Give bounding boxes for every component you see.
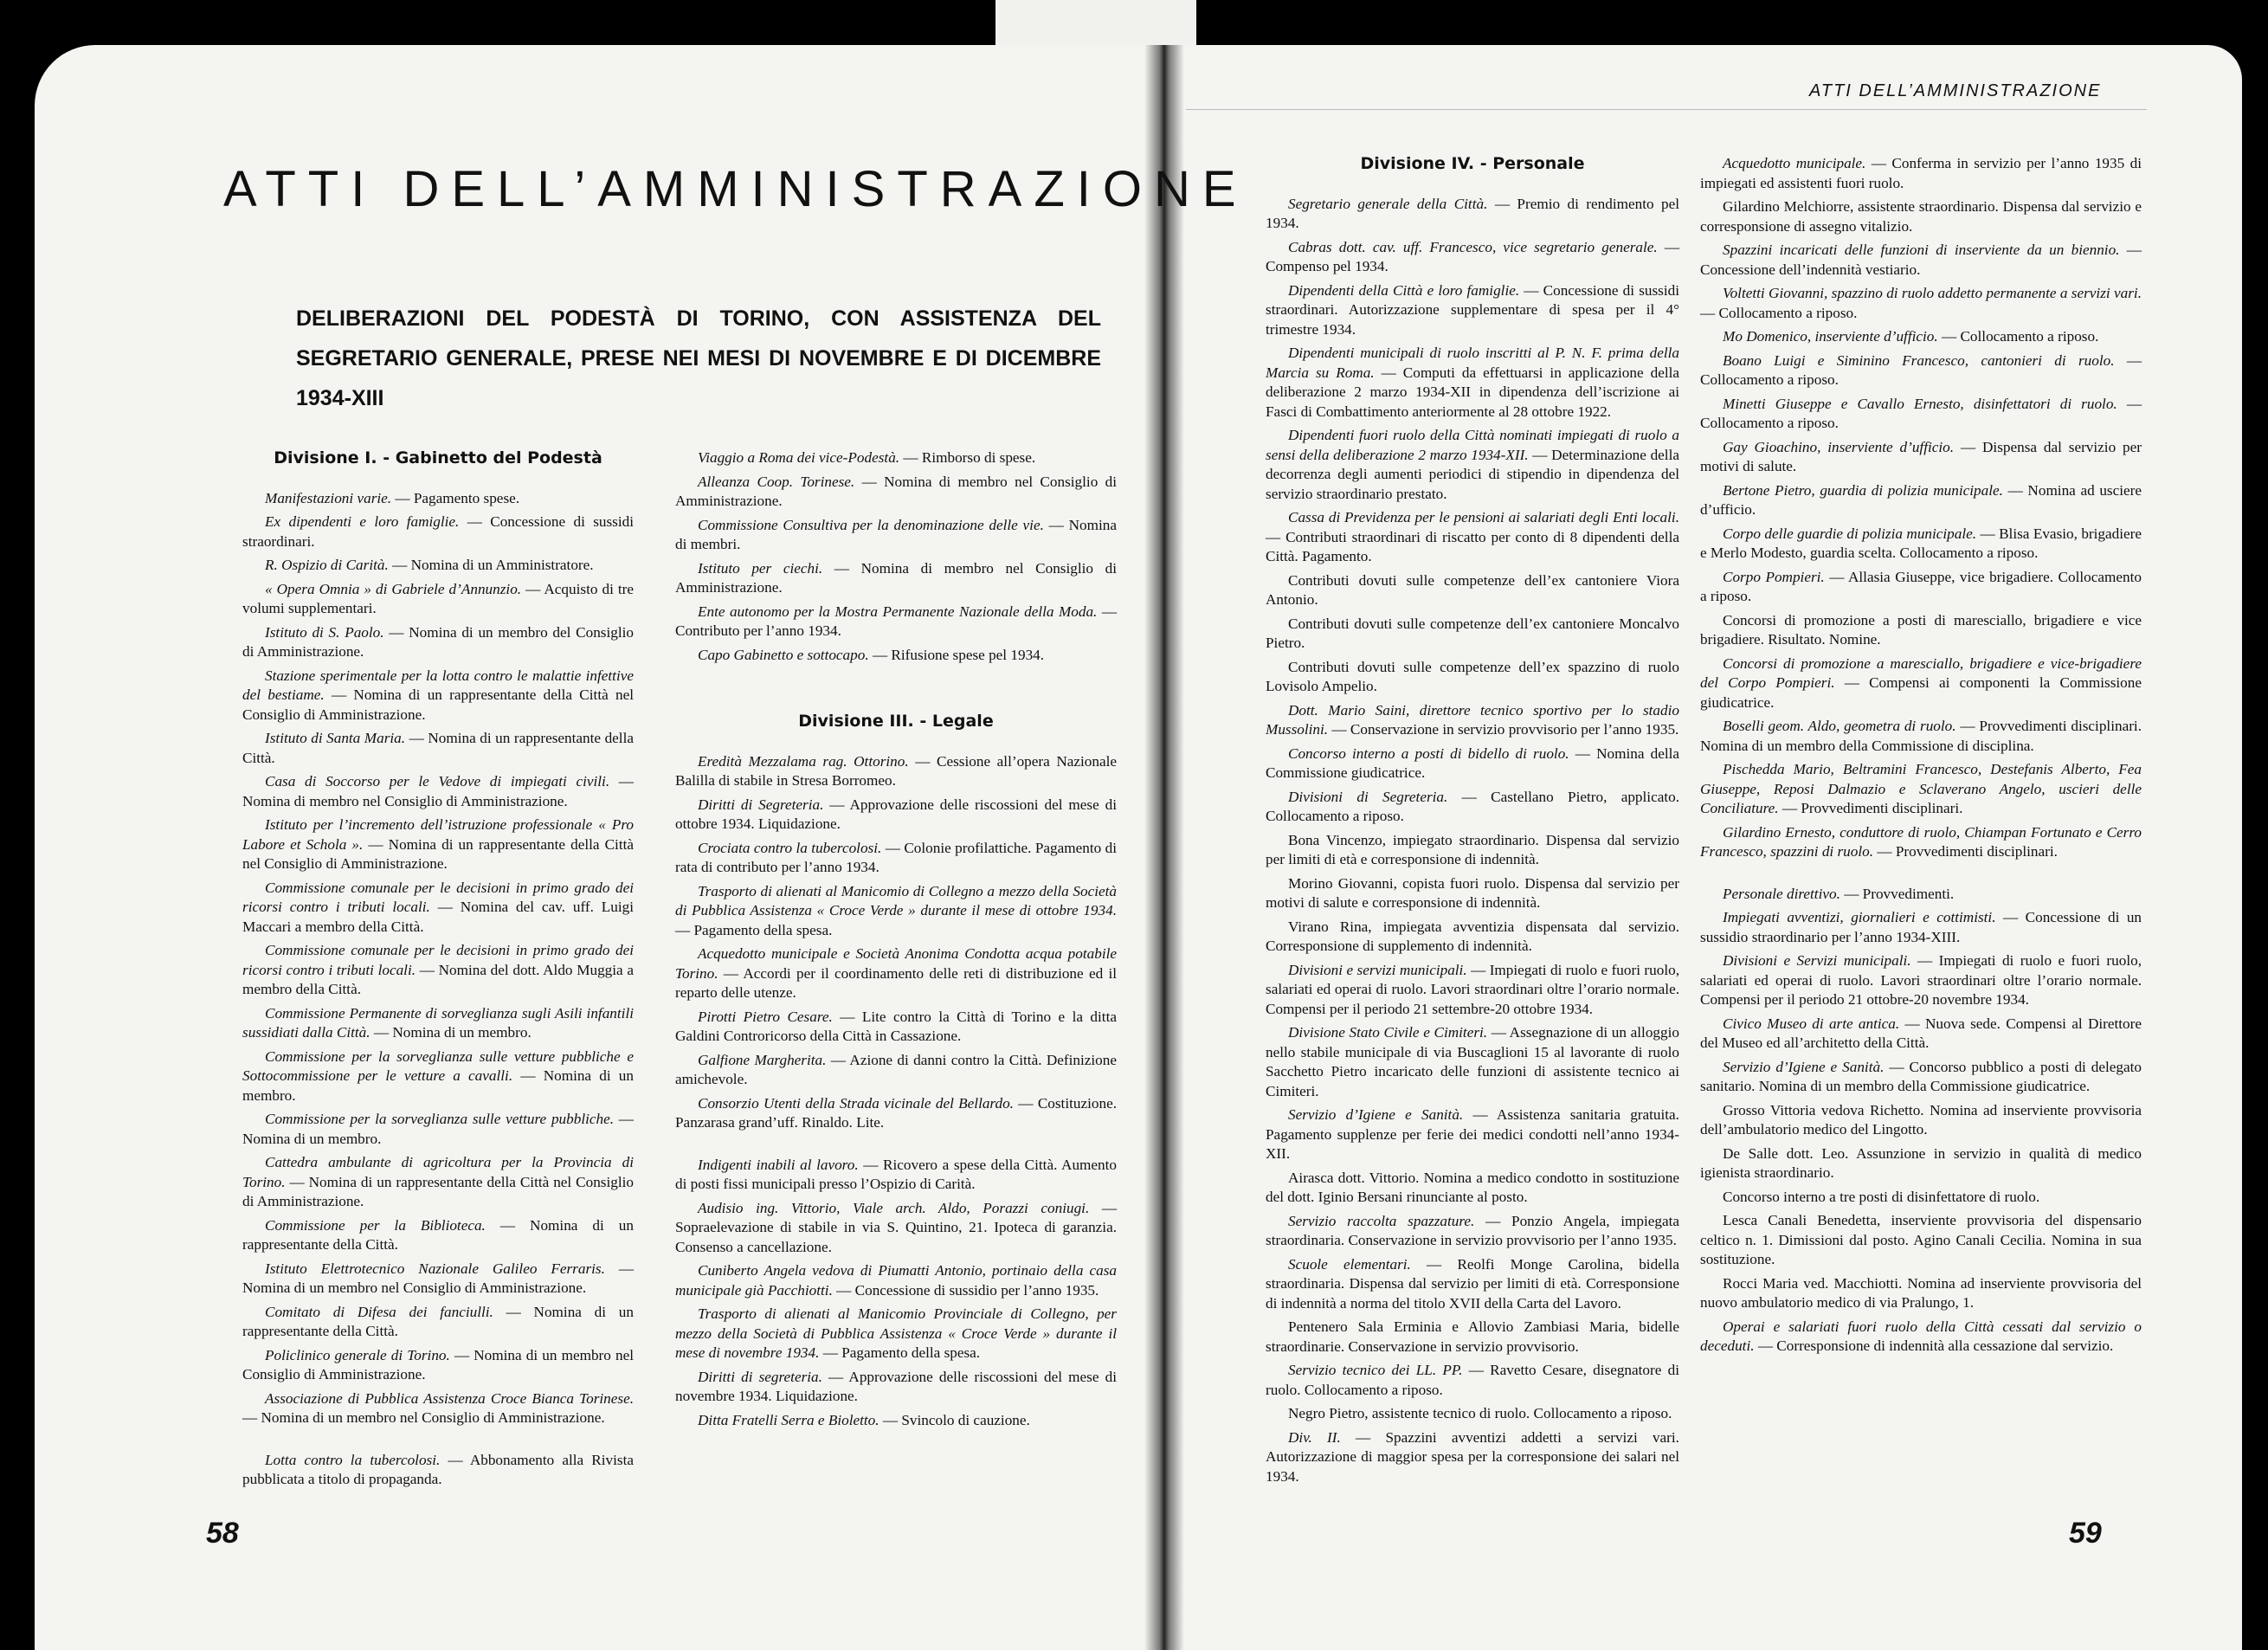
entry-text: — Impiegati di ruolo e fuori ruolo, salariati ed operai di ruolo. Lavori straordinari oltre l’orario normale. Compensi per il periodo 21 settembre-20 ottobre 1934.: [1266, 961, 1679, 1017]
entry-text: — Nomina di membro nel Consiglio di Amministrazione.: [242, 773, 634, 809]
entry-title: Commissione per la sorveglianza sulle vetture pubbliche e Sottocommissione per le vetture a cavalli.: [242, 1047, 634, 1084]
entry-text: — Costituzione. Panzarasa grand’uff. Rinaldo. Lite.: [675, 1094, 1117, 1131]
entry: [1700, 327, 2142, 347]
entry-title: Dipendenti fuori ruolo della Città nominati impiegati di ruolo a sensi della deliberazione 2 marzo 1934-XII.: [1266, 427, 1679, 463]
entry-title: Trasporto di alienati al Manicomio di Collegno a mezzo della Società di Pubblica Assistenza « Croce Verde » durante il mese di ottobre 1934.: [675, 882, 1117, 918]
entry-text: — Assistenza sanitaria gratuita. Pagamento supplenze per ferie dei medici condotti nell’anno 1934-XII.: [1266, 1106, 1679, 1162]
entry-title: Diritti di Segreteria.: [698, 796, 824, 813]
section-heading: Divisione I. - Gabinetto del Podestà: [274, 448, 602, 467]
entry-text: — Sopraelevazione di stabile in via S. Quintino, 21. Ipoteca di garanzia. Consenso a cancellazione.: [675, 1199, 1118, 1255]
entry: [242, 667, 634, 725]
entry: [1700, 717, 2142, 756]
entry-text: — Ravetto Cesare, disegnatore di ruolo. Collocamento a riposo.: [1266, 1362, 1679, 1398]
entry: [675, 1008, 1117, 1047]
entry-title: Servizio d’Igiene e Sanità.: [1288, 1106, 1464, 1123]
entry: [1700, 1144, 2142, 1183]
entry-title: Servizio d’Igiene e Sanità.: [1723, 1058, 1885, 1075]
entry-text: — Acquisto di tre volumi supplementari.: [242, 580, 635, 616]
entry-text: — Nomina di un Amministratore.: [388, 557, 594, 573]
entry-title: Commissione comunale per le decisioni in primo grado dei ricorsi contro i tributi locali.: [242, 942, 634, 978]
entry: [1266, 426, 1679, 504]
entry-text: Grosso Vittoria vedova Richetto. Nomina ad inserviente provvisoria dell’ambulatorio medico del Lingotto.: [1700, 1101, 2142, 1138]
entry-text: — Dispensa dal servizio per motivi di salute.: [1700, 438, 2142, 474]
entry: [242, 580, 634, 619]
entry-text: — Nuova sede. Compensi al Direttore del Museo ed all’architetto della Città.: [1700, 1015, 2142, 1051]
entry: [1266, 961, 1679, 1020]
entry-title: Commissione comunale per le decisioni in primo grado dei ricorsi contro i tributi locali.: [242, 879, 634, 915]
page-title: ATTI DELL’AMMINISTRAZIONE: [223, 161, 1248, 217]
entry-title: Divisioni e Servizi municipali.: [1723, 952, 1911, 969]
entry-text: — Abbonamento alla Rivista pubblicata a titolo di propaganda.: [242, 1451, 634, 1487]
entry-title: Pirotti Pietro Cesare.: [698, 1008, 833, 1025]
entry-text: — Compenso pel 1934.: [1266, 238, 1680, 274]
entry: [1266, 1105, 1679, 1164]
entry-title: Scuole elementari.: [1288, 1255, 1411, 1273]
entry: [675, 839, 1117, 878]
entry: [1700, 241, 2142, 280]
entry: [1700, 951, 2142, 1010]
entry-text: Pentenero Sala Erminia e Allovio Zambiasi Maria, bidelle straordinarie. Conservazione in servizio provvisorio.: [1266, 1318, 1679, 1355]
entry-title: Corpo Pompieri.: [1723, 568, 1825, 585]
entry: [1266, 615, 1679, 654]
entry-title: Concorsi di promozione a maresciallo, brigadiere e vice-brigadiere del Corpo Pompieri.: [1700, 654, 2142, 691]
entry-title: Istituto di S. Paolo.: [265, 623, 384, 641]
entry-text: — Computi da effettuarsi in applicazione della deliberazione 2 marzo 1934-XII in dipendenza dell’iscrizione ai Fasci di Combattimento anteriormente al 28 ottobre 1922.: [1266, 364, 1680, 420]
entry-title: Indigenti inabili al lavoro.: [698, 1156, 859, 1173]
entry-text: — Contributo per l’anno 1934.: [675, 603, 1118, 639]
entry: [1266, 508, 1679, 567]
entry: [675, 516, 1117, 555]
entry-text: — Collocamento a riposo.: [1700, 351, 2142, 388]
entry-text: — Svincolo di cauzione.: [879, 1411, 1030, 1428]
page-subtitle: DELIBERAZIONI DEL PODESTÀ DI TORINO, CON ASSISTENZA DEL SEGRETARIO GENERALE, PRESE NEI MESI DI NOVEMBRE E DI DICEMBRE 1934-XIII: [296, 306, 1101, 410]
entry-title: Eredità Mezzalama rag. Ottorino.: [698, 752, 909, 770]
entry-text: — Collocamento a riposo.: [1700, 395, 2142, 431]
entry-text: — Allasia Giuseppe, vice brigadiere. Collocamento a riposo.: [1700, 568, 2142, 604]
entry-title: Dott. Mario Saini, direttore tecnico sportivo per lo stadio Mussolini.: [1266, 701, 1679, 738]
entry-text: — Provvedimenti disciplinari.: [1873, 843, 2058, 860]
entry-title: Servizio raccolta spazzature.: [1288, 1212, 1475, 1229]
entry: [675, 646, 1117, 666]
entry: [1700, 284, 2142, 323]
entry: [1266, 1428, 1679, 1487]
entry: [1700, 823, 2142, 862]
entry-text: — Nomina del cav. uff. Luigi Maccari a membro della Città.: [242, 899, 635, 935]
entry: [1700, 438, 2142, 477]
entry-title: Crociata contro la tubercolosi.: [698, 839, 882, 856]
entry-title: Dipendenti della Città e loro famiglie.: [1288, 281, 1520, 299]
entry: [675, 448, 1117, 468]
entry-text: — Reolfi Monge Carolina, bidella straordinaria. Dispensa dal servizio per limiti di età. Corresponsione di indennità a norma del titolo XVII della Carta del Lavoro.: [1266, 1255, 1679, 1312]
entry: [242, 489, 634, 509]
entry-text: Contributi dovuti sulle competenze dell’ex cantoniere Viora Antonio.: [1266, 571, 1679, 608]
entry-title: Audisio ing. Vittorio, Viale arch. Aldo, Porazzi coniugi.: [698, 1199, 1090, 1216]
entry-text: — Concorso pubblico a posti di delegato sanitario. Nomina di un membro della Commissione giudicatrice.: [1700, 1058, 2142, 1094]
entry-text: — Assegnazione di un alloggio nello stabile municipale di via Buscaglioni 15 al lavorante di ruolo Sacchetto Pietro incaricato delle funzioni di assistente tecnico ai Cimiteri.: [1266, 1024, 1679, 1099]
entry-title: Ex dipendenti e loro famiglie.: [265, 513, 460, 530]
entry-text: De Salle dott. Leo. Assunzione in servizio in qualità di medico igienista straordinario.: [1700, 1144, 2142, 1181]
entry: [1266, 1318, 1679, 1357]
entry-text: — Premio di rendimento pel 1934.: [1266, 195, 1679, 231]
entry-title: Commissione Permanente di sorveglianza sugli Asili infantili sussidiati dalla Città.: [242, 1004, 634, 1041]
entry-title: Boselli geom. Aldo, geometra di ruolo.: [1723, 718, 1956, 734]
entry-text: Gilardino Melchiorre, assistente straordinario. Dispensa dal servizio e corresponsione di assegno vitalizio.: [1700, 198, 2142, 235]
entry: [1700, 885, 2142, 905]
entry-title: Casa di Soccorso per le Vedove di impiegati civili.: [265, 773, 610, 790]
entry: [1700, 351, 2142, 390]
entry-title: Concorso interno a posti di bidello di ruolo.: [1288, 744, 1569, 762]
entry: [242, 1389, 634, 1428]
entry-text: — Corresponsione di indennità alla cessazione dal servizio.: [1754, 1337, 2114, 1354]
entry-text: — Provvedimenti.: [1840, 885, 1955, 902]
entry-title: Acquedotto municipale e Società Anonima Condotta acqua potabile Torino.: [675, 945, 1117, 982]
entry: [1266, 281, 1679, 340]
entry-title: Diritti di segreteria.: [698, 1368, 822, 1385]
entry: [675, 1305, 1117, 1363]
entry-text: — Nomina ad usciere d’ufficio.: [1700, 481, 2142, 518]
column-3: [1266, 154, 1679, 1491]
entry: [675, 1368, 1117, 1407]
entry: [1700, 1188, 2142, 1208]
entry-text: — Nomina del dott. Aldo Muggia a membro della Città.: [242, 961, 635, 997]
entry-text: — Nomina di membro nel Consiglio di Amministrazione.: [675, 559, 1117, 596]
entry: [1700, 395, 2142, 434]
entry-title: Minetti Giuseppe e Cavallo Ernesto, disinfettatori di ruolo.: [1723, 395, 2117, 412]
entry-text: — Conferma in servizio per l’anno 1935 di impiegati ed assistenti fuori ruolo.: [1700, 155, 2142, 191]
entry: [1266, 1023, 1679, 1101]
entry: [675, 559, 1117, 598]
entry-text: — Azione di danni contro la Città. Definizione amichevole.: [675, 1051, 1117, 1087]
entry-text: — Nomina di un membro nel Consiglio di Amministrazione.: [242, 1409, 605, 1426]
entry-text: — Nomina della Commissione giudicatrice.: [1266, 744, 1680, 781]
column-1: [242, 448, 634, 1494]
entry-title: Cattedra ambulante di agricoltura per la Provincia di Torino.: [242, 1154, 634, 1190]
entry: [242, 1047, 634, 1106]
entry: [242, 512, 634, 551]
entry: [675, 1156, 1117, 1195]
entry-title: Bertone Pietro, guardia di polizia municipale.: [1723, 481, 2003, 499]
entry-text: — Nomina di un rappresentante della Città.: [242, 730, 634, 766]
entry-text: — Nomina di un rappresentante della Città nel Consiglio di Amministrazione.: [242, 1173, 634, 1209]
entry-text: — Cessione all’opera Nazionale Balilla di stabile in Stresa Borromeo.: [675, 752, 1117, 789]
entry: [1266, 658, 1679, 697]
entry: [242, 941, 634, 1000]
entry-text: Virano Rina, impiegata avventizia dispensata dal servizio. Corresponsione di supplemento di indennità.: [1266, 918, 1679, 954]
entry-title: Cuniberto Angela vedova di Piumatti Antonio, portinaio della casa municipale già Pacchiotti.: [675, 1262, 1117, 1299]
page-number-right: 59: [2069, 1517, 2102, 1550]
entry-text: — Compensi ai componenti la Commissione giudicatrice.: [1700, 674, 2142, 711]
entry-title: Personale direttivo.: [1723, 885, 1840, 902]
entry: [1700, 568, 2142, 607]
entry: [1266, 874, 1679, 913]
entry-text: — Nomina di un rappresentante della Città.: [242, 1303, 634, 1339]
entry-title: Divisioni di Segreteria.: [1288, 788, 1448, 805]
entry: [1266, 1361, 1679, 1400]
entry-text: — Spazzini avventizi addetti a servizi vari. Autorizzazione di maggior spesa per la corresponsione dei salari nel 1934.: [1266, 1428, 1679, 1485]
entry-text: — Castellano Pietro, applicato. Collocamento a riposo.: [1266, 788, 1679, 824]
entry-text: Concorsi di promozione a posti di maresciallo, brigadiere e vice brigadiere. Risultato. Nomine.: [1700, 611, 2142, 648]
entry: [1266, 1404, 1679, 1424]
entry-title: Istituto per ciechi.: [698, 559, 823, 577]
entry-text: — Colonie profilattiche. Pagamento di rata di contributo per l’anno 1934.: [675, 839, 1118, 875]
entry-text: — Conservazione in servizio provvisorio per l’anno 1935.: [1328, 721, 1679, 738]
entry-title: Civico Museo di arte antica.: [1723, 1015, 1900, 1032]
entry-text: — Approvazione delle riscossioni del mese di novembre 1934. Liquidazione.: [675, 1368, 1117, 1404]
entry-title: Spazzini incaricati delle funzioni di inserviente da un biennio.: [1723, 242, 2120, 258]
entry-text: — Pagamento della spesa.: [819, 1344, 981, 1361]
entry-title: Servizio tecnico dei LL. PP.: [1288, 1362, 1463, 1378]
entry-title: Voltetti Giovanni, spazzino di ruolo addetto permanente a servizi vari.: [1723, 285, 2142, 301]
entry-title: Gay Gioachino, inserviente d’ufficio.: [1723, 438, 1955, 455]
entry-text: — Approvazione delle riscossioni del mese di ottobre 1934. Liquidazione.: [675, 796, 1117, 832]
entry-text: Lesca Canali Benedetta, inserviente provvisoria del dispensario celtico n. 1. Dimissioni dal posto. Agino Canali Cecilia. Nomina in sua sostituzione.: [1700, 1212, 2142, 1267]
entry: [675, 1094, 1117, 1133]
entry: [1700, 611, 2142, 650]
entry-title: Stazione sperimentale per la lotta contro le malattie infettive del bestiame.: [242, 667, 634, 703]
entry-text: — Collocamento a riposo.: [1937, 328, 2099, 345]
column-2: [675, 448, 1117, 1434]
entry-title: Commissione Consultiva per la denominazione delle vie.: [698, 516, 1044, 533]
section-heading: Divisione IV. - Personale: [1360, 154, 1585, 173]
entry-text: — Nomina di membri.: [675, 516, 1117, 552]
entry-text: — Concessione di sussidi straordinari. Autorizzazione supplementare di spesa per il 4° trimestre 1934.: [1266, 281, 1679, 338]
entry-text: — Ricovero a spese della Città. Aumento di posti fissi municipali presso l’Ospizio di Carità.: [675, 1156, 1117, 1192]
entry-title: Galfione Margherita.: [698, 1051, 827, 1068]
entry: [1266, 1212, 1679, 1251]
entry-title: Segretario generale della Città.: [1288, 195, 1488, 212]
entry: [1266, 744, 1679, 783]
entry-title: Impiegati avventizi, giornalieri e cottimisti.: [1723, 909, 1996, 925]
entry: [242, 1153, 634, 1212]
entry: [242, 1216, 634, 1255]
entry-title: Policlinico generale di Torino.: [265, 1346, 450, 1363]
entry: [1700, 154, 2142, 193]
header-rule: [1186, 109, 2147, 110]
entry-title: Lotta contro la tubercolosi.: [265, 1451, 441, 1468]
entry-title: Capo Gabinetto e sottocapo.: [698, 646, 869, 663]
entry: [675, 1411, 1117, 1431]
entry-text: — Determinazione della decorrenza degli aumenti periodici di stipendio in dipendenza del servizio straordinario prestato.: [1266, 446, 1679, 502]
entry: [242, 772, 634, 811]
entry: [1266, 831, 1679, 870]
entry-text: — Nomina di un membro del Consiglio di Amministrazione.: [242, 623, 634, 660]
book-gutter: [1144, 45, 1184, 1650]
entry-text: — Nomina di un rappresentante della Città.: [242, 1216, 634, 1253]
entry: [1700, 760, 2142, 819]
entry: [242, 815, 634, 874]
entry-text: — Impiegati di ruolo e fuori ruolo, salariati ed operai di ruolo. Lavori straordinari oltre l’orario normale. Compensi per il periodo 21 ottobre-20 novembre 1934.: [1700, 952, 2142, 1008]
entry: [675, 796, 1117, 835]
entry: [242, 879, 634, 938]
entry-text: — Nomina di membro nel Consiglio di Amministrazione.: [675, 473, 1117, 509]
entry-text: — Nomina di un rappresentante della Città nel Consiglio di Amministrazione.: [242, 835, 634, 872]
entry-title: Corpo delle guardie di polizia municipale.: [1723, 525, 1977, 542]
entry-title: Comitato di Difesa dei fanciulli.: [265, 1303, 493, 1320]
entry-text: Morino Giovanni, copista fuori ruolo. Dispensa dal servizio per motivi di salute e corresponsione di indennità.: [1266, 874, 1679, 911]
entry-text: — Nomina di un membro.: [242, 1067, 634, 1104]
entry-text: — Nomina di un membro nel Consiglio di Amministrazione.: [242, 1346, 634, 1383]
entry: [1266, 571, 1679, 610]
entry-text: — Concessione dell’indennità vestiario.: [1700, 242, 2142, 278]
entry: [242, 1260, 634, 1299]
entry-text: — Concessione di sussidi straordinari.: [242, 513, 634, 550]
entry-title: Associazione di Pubblica Assistenza Croce Bianca Torinese.: [265, 1389, 634, 1407]
entry: [1700, 1101, 2142, 1140]
entry: [1700, 1274, 2142, 1313]
entry: [675, 1199, 1117, 1258]
entry-text: — Concessione di sussidio per l’anno 1935.: [832, 1281, 1099, 1299]
entry-text: — Lite contro la Città di Torino e la ditta Galdini Controricorso della Città in Cassazione.: [675, 1008, 1117, 1044]
entry-title: Pischedda Mario, Beltramini Francesco, Destefanis Alberto, Fea Giuseppe, Reposi Dalmazio e Sclaverano Angelo, uscieri delle Conciliature.: [1700, 761, 2142, 816]
entry-title: Alleanza Coop. Torinese.: [698, 473, 855, 490]
entry-title: Istituto di Santa Maria.: [265, 730, 406, 746]
entry: [1266, 788, 1679, 827]
entry: [1266, 195, 1679, 234]
page-number-left: 58: [206, 1517, 239, 1550]
entry: [675, 473, 1117, 512]
entry-title: Operai e salariati fuori ruolo della Città cessati dal servizio o deceduti.: [1700, 1318, 2142, 1354]
entry: [1266, 1169, 1679, 1208]
entry: [1266, 238, 1679, 277]
entry-text: Negro Pietro, assistente tecnico di ruolo. Collocamento a riposo.: [1288, 1405, 1672, 1421]
entry: [242, 1303, 634, 1342]
entry: [242, 1451, 634, 1490]
entry: [1700, 481, 2142, 520]
entry-text: — Blisa Evasio, brigadiere e Merlo Modesto, guardia scelta. Collocamento a riposo.: [1700, 525, 2142, 561]
entry-title: R. Ospizio di Carità.: [265, 557, 389, 573]
top-tab: [995, 0, 1196, 50]
entry-title: Ente autonomo per la Mostra Permanente Nazionale della Moda.: [698, 603, 1098, 620]
entry-title: Divisioni e servizi municipali.: [1288, 961, 1467, 978]
entry: [242, 1346, 634, 1385]
entry-text: Airasca dott. Vittorio. Nomina a medico condotto in sostituzione del dott. Iginio Bersani rinunciante al posto.: [1266, 1169, 1679, 1205]
entry-title: Commissione per la Biblioteca.: [265, 1216, 486, 1234]
entry-text: — Contributi straordinari di riscatto per conto di 8 dipendenti della Città. Pagamento.: [1266, 528, 1679, 564]
entry-title: Consorzio Utenti della Strada vicinale del Bellardo.: [698, 1094, 1014, 1112]
entry-text: — Rifusione spese pel 1934.: [868, 646, 1045, 663]
entry: [1700, 654, 2142, 713]
entry: [1266, 1255, 1679, 1314]
entry: [675, 944, 1117, 1003]
entry-text: Concorso interno a tre posti di disinfettatore di ruolo.: [1723, 1188, 2040, 1205]
entry-title: Gilardino Ernesto, conduttore di ruolo, Chiampan Fortunato e Cerro Francesco, spazzini di ruolo.: [1700, 823, 2142, 860]
entry: [242, 556, 634, 576]
entry-title: Acquedotto municipale.: [1723, 155, 1866, 171]
entry-text: — Nomina di un rappresentante della Città nel Consiglio di Amministrazione.: [242, 686, 634, 723]
entry-text: — Accordi per il coordinamento delle reti di distribuzione ed il reparto delle utenze.: [675, 964, 1117, 1001]
entry: [242, 1110, 634, 1149]
entry: [675, 1051, 1117, 1090]
entry: [675, 603, 1117, 641]
entry-title: « Opera Omnia » di Gabriele d’Annunzio.: [265, 580, 522, 597]
entry-title: Div. II.: [1288, 1428, 1341, 1446]
entry-title: Ditta Fratelli Serra e Bioletto.: [698, 1411, 879, 1428]
entry-text: — Nomina di un membro.: [242, 1111, 634, 1147]
entry-text: — Provvedimenti disciplinari. Nomina di un membro della Commissione di disciplina.: [1700, 718, 2142, 754]
entry-text: — Ponzio Angela, impiegata straordinaria. Conservazione in servizio provvisorio per l’anno 1935.: [1266, 1212, 1680, 1248]
entry: [675, 752, 1117, 791]
section-heading: Divisione III. - Legale: [798, 712, 994, 731]
entry: [1700, 1015, 2142, 1054]
entry: [242, 1004, 634, 1043]
entry-text: Contributi dovuti sulle competenze dell’ex spazzino di ruolo Lovisolo Ampelio.: [1266, 658, 1679, 694]
entry-text: — Provvedimenti disciplinari.: [1778, 800, 1963, 816]
entry-title: Trasporto di alienati al Manicomio Provinciale di Collegno, per mezzo della Società di Pubblica Assistenza « Croce Verde » durante il mese di novembre 1934.: [675, 1305, 1117, 1361]
entry-text: Bona Vincenzo, impiegato straordinario. Dispensa dal servizio per limiti di età e corresponsione di indennità.: [1266, 831, 1679, 867]
entry-title: Commissione per la sorveglianza sulle vetture pubbliche.: [265, 1111, 615, 1127]
entry-title: Boano Luigi e Siminino Francesco, cantonieri di ruolo.: [1723, 351, 2115, 369]
entry: [1266, 918, 1679, 957]
entry: [1700, 197, 2142, 236]
running-head: ATTI DELL’AMMINISTRAZIONE: [1809, 81, 2102, 100]
entry-text: — Concessione di un sussidio straordinario per l’anno 1934-XIII.: [1700, 909, 2142, 945]
column-4: [1700, 154, 2142, 1361]
entry-title: Istituto per l’incremento dell’istruzione professionale « Pro Labore et Schola ».: [242, 816, 634, 853]
entry-text: Rocci Maria ved. Macchiotti. Nomina ad inserviente provvisoria del nuovo ambulatorio medico di via Pralungo, 1.: [1700, 1274, 2142, 1311]
entry-text: — Rimborso di spese.: [899, 449, 1036, 466]
entry-title: Cabras dott. cav. uff. Francesco, vice segretario generale.: [1288, 238, 1658, 255]
entry: [1700, 1211, 2142, 1270]
entry-title: Cassa di Previdenza per le pensioni ai salariati degli Enti locali.: [1288, 509, 1679, 525]
entry: [1700, 1058, 2142, 1097]
entry: [675, 882, 1117, 941]
entry-text: — Pagamento della spesa.: [675, 921, 833, 938]
entry: [242, 729, 634, 768]
entry-title: Mo Domenico, inserviente d’ufficio.: [1723, 328, 1938, 345]
entry-title: Manifestazioni varie.: [265, 489, 392, 506]
entry: [1700, 1318, 2142, 1357]
entry: [1266, 344, 1679, 422]
entry-title: Dipendenti municipali di ruolo inscritti al P. N. F. prima della Marcia su Roma.: [1266, 345, 1679, 381]
entry-text: — Nomina di un membro.: [370, 1024, 532, 1041]
entry-title: Istituto Elettrotecnico Nazionale Galileo Ferraris.: [265, 1260, 605, 1277]
entry-title: Divisione Stato Civile e Cimiteri.: [1288, 1024, 1488, 1041]
entry: [675, 1261, 1117, 1300]
entry: [1266, 701, 1679, 740]
entry: [242, 623, 634, 662]
entry-title: Viaggio a Roma dei vice-Podestà.: [698, 449, 900, 466]
entry-text: — Collocamento a riposo.: [1700, 304, 1858, 321]
entry: [1700, 525, 2142, 564]
entry-text: Contributi dovuti sulle competenze dell’ex cantoniere Moncalvo Pietro.: [1266, 615, 1679, 651]
entry-text: — Nomina di un membro nel Consiglio di Amministrazione.: [242, 1260, 635, 1296]
entry-text: — Pagamento spese.: [391, 489, 520, 506]
entry: [1700, 908, 2142, 947]
